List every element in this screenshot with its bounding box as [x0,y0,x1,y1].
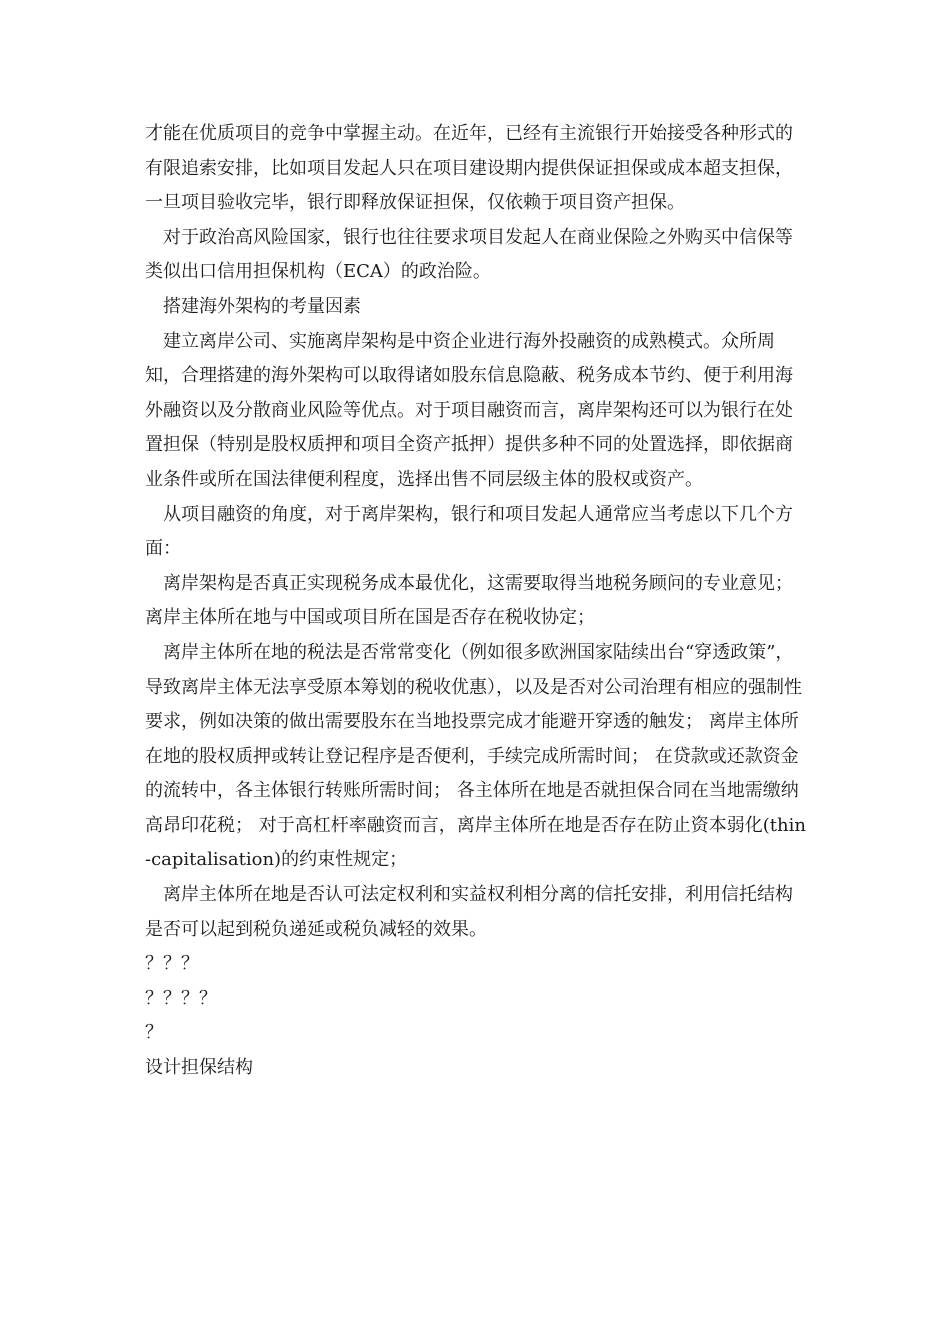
placeholder-marks-1: ？？？ [145,953,199,975]
placeholder-marks-3: ？ [145,1022,163,1044]
placeholder-marks-2: ？？？？ [145,987,217,1009]
paragraph-trust-arrangement: 离岸主体所在地是否认可法定权利和实益权利相分离的信托安排，利用信托结构是否可以起到税负递延或税负减轻的效果。 [145,884,793,940]
section-heading-offshore-structure: 搭建海外架构的考量因素 [163,295,361,317]
paragraph-tax-optimization: 离岸架构是否真正实现税务成本最优化，这需要取得当地税务顾问的专业意见； 离岸主体所在地与中国或项目所在国是否存在税收协定； [145,572,793,629]
paragraph-offshore-companies: 建立离岸公司、实施离岸架构是中资企业进行海外投融资的成熟模式。众所周知，合理搭建的海外架构可以取得诸如股东信息隐蔽、税务成本节约、便于利用海外融资以及分散商业风险等优点。对于项目融资而言，离岸架构还可以为银行在处置担保（特别是股权质押和项目全资产抵押）提供多种不同的处置选择，即依据商业条件或所在国法律便利程度，选择出售不同层级主体的股权或资产。 [145,330,793,490]
paragraph-limited-recourse: 才能在优质项目的竞争中掌握主动。在近年，已经有主流银行开始接受各种形式的有限追索安排，比如项目发起人只在项目建设期内提供保证担保或成本超支担保，一旦项目验收完毕，银行即释放保证担保，仅依赖于项目资产担保。 [145,123,793,214]
paragraph-considerations-intro: 从项目融资的角度，对于离岸架构，银行和项目发起人通常应当考虑以下几个方面： [145,503,793,560]
paragraph-tax-law-changes: 离岸主体所在地的税法是否常常变化（例如很多欧洲国家陆续出台“穿透政策”，导致离岸主体无法享受原本筹划的税收优惠），以及是否对公司治理有相应的强制性要求，例如决策的做出需要股东在当地投票完成才能避开穿透的触发； 离岸主体所在地的股权质押或转让登记程序是否便利，手续完成所需时间； 在贷款或还款资金的流转中，各主体银行转账所需时间； 各主体所在地是否就担保合同在当地需缴纳高昂印花税； 对于高杠杆率融资而言，离岸主体所在地是否存在防止资本弱化(thin-capitalisation)的约束性规定； [145,641,806,871]
paragraph-political-risk: 对于政治高风险国家，银行也往往要求项目发起人在商业保险之外购买中信保等类似出口信用担保机构（ECA）的政治险。 [145,226,793,283]
document-body [145,117,810,1086]
section-heading-security-structure: 设计担保结构 [145,1057,253,1079]
